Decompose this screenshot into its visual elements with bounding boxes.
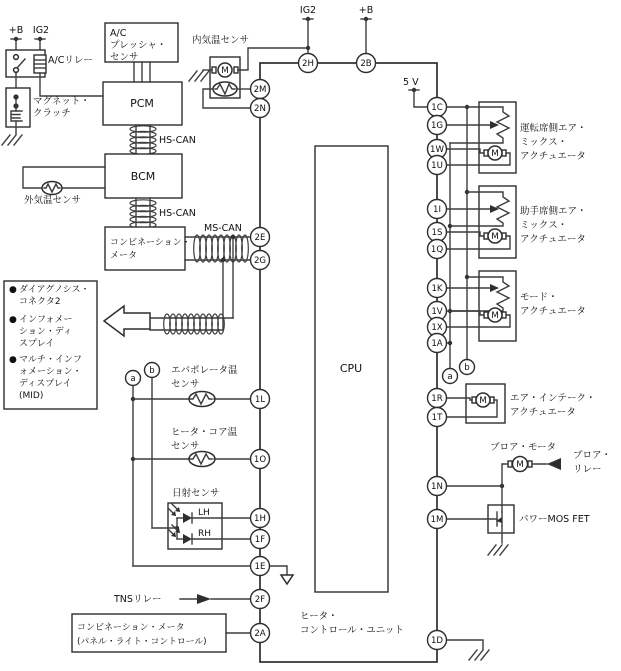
svg-text:コンビネーション・: コンビネーション・ (110, 238, 191, 248)
connector-2E (251, 228, 270, 247)
svg-text:ミックス・: ミックス・ (520, 137, 568, 148)
svg-text:1E: 1E (254, 562, 266, 572)
ground-icon (2, 135, 22, 145)
svg-text:コンビネーション・メータ: コンビネーション・メータ (77, 623, 185, 633)
connector-1O (251, 450, 270, 469)
svg-text:2G: 2G (253, 256, 267, 266)
svg-text:M: M (491, 149, 499, 159)
svg-text:ダイアグノシス・: ダイアグノシス・ (19, 285, 90, 295)
blower-circuit (446, 442, 611, 505)
connector-1F (251, 530, 270, 549)
ac-pressure-sensor (105, 23, 178, 82)
connector-1S (428, 223, 447, 242)
svg-text:2B: 2B (360, 59, 372, 69)
svg-text:リレー: リレー (573, 464, 602, 475)
svg-text:M: M (491, 311, 499, 321)
svg-text:ブロア・モータ: ブロア・モータ (490, 442, 557, 453)
svg-text:ディスプレイ: ディスプレイ (19, 379, 72, 389)
hs-can-label-1: HS-CAN (159, 135, 196, 146)
bcm (105, 154, 182, 198)
ref-a-right (443, 369, 458, 384)
svg-text:アクチュエータ: アクチュエータ (520, 234, 586, 245)
svg-text:1R: 1R (431, 394, 443, 404)
ig2-top-label: IG2 (299, 5, 317, 16)
connector-1G (428, 116, 447, 135)
ground-icon (189, 71, 209, 81)
svg-text:センサ: センサ (110, 52, 139, 63)
svg-text:TNSリレー: TNSリレー (114, 594, 162, 605)
svg-text:A/C: A/C (110, 28, 127, 39)
cpu-label: CPU (339, 362, 363, 375)
svg-text:パワーMOS FET: パワーMOS FET (519, 514, 590, 525)
ig2-left-label: IG2 (32, 25, 50, 36)
sunlight-sensor (152, 487, 251, 549)
svg-text:2F: 2F (254, 595, 266, 605)
reference-buses (446, 105, 469, 369)
hs-can-1 (130, 125, 196, 154)
svg-text:アクチュエータ: アクチュエータ (520, 306, 586, 317)
connector-2M (251, 80, 270, 99)
shield-triangle-icon (281, 575, 293, 584)
svg-text:コネクタ2: コネクタ2 (19, 297, 61, 307)
connector-2A (251, 624, 270, 643)
hs-can-2 (130, 198, 196, 228)
connector-2N (251, 99, 270, 118)
svg-text:マルチ・インフ: マルチ・インフ (19, 355, 83, 365)
cabin-temp-sensor (189, 34, 308, 108)
svg-text:(MID): (MID) (19, 391, 44, 401)
connector-1I (428, 200, 447, 219)
connector-2G (251, 251, 270, 270)
svg-text:LH: LH (198, 508, 210, 518)
svg-text:ォメーション・: ォメーション・ (19, 367, 82, 377)
signal-arrow-icon (197, 594, 211, 604)
panel-light-control (72, 614, 251, 652)
connector-1A (428, 334, 447, 353)
svg-text:1X: 1X (431, 323, 443, 333)
bullet-icon: ● (9, 315, 17, 325)
svg-text:a: a (447, 372, 453, 382)
ms-can-label: MS-CAN (204, 223, 242, 234)
svg-text:ヒータ・コア温: ヒータ・コア温 (171, 427, 238, 438)
ac-relay-label: A/Cリレー (48, 55, 93, 66)
combination-meter (105, 227, 191, 270)
svg-text:a: a (130, 374, 136, 384)
svg-text:RH: RH (198, 529, 212, 539)
connector-2B (357, 54, 376, 73)
relay-contact-icon (14, 55, 19, 60)
svg-text:エバポレータ温: エバポレータ温 (171, 365, 238, 376)
magnet-clutch-label-2: クラッチ (33, 108, 71, 119)
svg-text:1Q: 1Q (430, 245, 444, 255)
svg-text:M: M (221, 66, 229, 76)
svg-text:ブロア・: ブロア・ (573, 450, 612, 461)
connector-1N (428, 477, 447, 496)
connector-1Q (428, 240, 447, 259)
svg-text:b: b (149, 366, 155, 376)
svg-text:M: M (491, 232, 499, 242)
svg-text:助手席側エア・: 助手席側エア・ (520, 206, 587, 217)
connector-1M (428, 510, 447, 529)
connector-1K (428, 279, 447, 298)
svg-text:日射センサ: 日射センサ (172, 488, 220, 499)
bcm-label: BCM (130, 170, 156, 183)
pcm-label: PCM (130, 97, 154, 110)
network-notes-box (4, 281, 97, 409)
svg-text:モード・: モード・ (520, 292, 558, 303)
svg-text:1U: 1U (431, 161, 443, 171)
connector-1E (251, 557, 270, 576)
svg-text:1W: 1W (430, 145, 444, 155)
hcu-label-2: コントロール・ユニット (300, 625, 404, 636)
svg-text:2E: 2E (254, 233, 266, 243)
connector-1R (428, 389, 447, 408)
ambient-sensor-label: 外気温センサ (24, 195, 82, 206)
b-plus-left-label: +B (8, 25, 24, 36)
connector-1T (428, 408, 447, 427)
five-volt-feed (403, 77, 427, 107)
bullet-icon: ● (9, 285, 17, 295)
svg-text:運転席側エア・: 運転席側エア・ (520, 123, 587, 134)
svg-text:M: M (479, 396, 487, 406)
ground-icon (469, 650, 489, 660)
svg-text:1C: 1C (431, 103, 443, 113)
svg-text:1D: 1D (430, 636, 444, 646)
ground-1d (446, 640, 489, 660)
connector-1H (251, 509, 270, 528)
svg-text:プレッシャ・: プレッシャ・ (110, 40, 167, 51)
svg-text:1N: 1N (431, 482, 443, 492)
ground-icon (488, 545, 508, 555)
connector-2H (299, 54, 318, 73)
connector-1U (428, 156, 447, 175)
hcu-label-1: ヒータ・ (300, 611, 338, 622)
signal-arrow-icon (547, 458, 561, 470)
svg-text:2M: 2M (253, 85, 267, 95)
svg-text:1S: 1S (431, 228, 443, 238)
connector-1L (251, 390, 270, 409)
svg-text:1I: 1I (432, 205, 442, 215)
svg-text:スプレイ: スプレイ (19, 339, 55, 349)
svg-text:2A: 2A (254, 629, 266, 639)
ref-b-right (460, 360, 475, 375)
svg-text:2N: 2N (254, 104, 266, 114)
pcm (103, 82, 182, 125)
top-power-feeds (300, 5, 373, 54)
connector-1C (428, 98, 447, 117)
ref-b-left (145, 363, 160, 529)
svg-text:インフォメー: インフォメー (19, 315, 73, 325)
svg-text:1M: 1M (430, 515, 444, 525)
svg-text:アクチュエータ: アクチュエータ (510, 407, 576, 418)
ms-can-bus (185, 223, 251, 262)
hs-can-label-2: HS-CAN (159, 208, 196, 219)
svg-text:1O: 1O (253, 455, 267, 465)
svg-text:(パネル・ライト・コントロール): (パネル・ライト・コントロール) (77, 637, 207, 647)
relay-to-pcm-wire (40, 73, 103, 96)
svg-text:センサ: センサ (171, 441, 200, 452)
svg-text:b: b (464, 363, 470, 373)
air-intake-actuator (446, 384, 596, 423)
network-arrow-icon (104, 306, 150, 336)
svg-text:M: M (516, 460, 524, 470)
svg-text:1L: 1L (254, 395, 266, 405)
svg-text:アクチュエータ: アクチュエータ (520, 151, 586, 162)
svg-text:1A: 1A (431, 339, 443, 349)
connector-1D (428, 631, 447, 650)
svg-text:1K: 1K (431, 284, 443, 294)
b-plus-top-label: +B (358, 5, 374, 16)
cabin-sensor-label: 内気温センサ (192, 35, 250, 46)
ac-relay-circuit (2, 25, 103, 145)
ambient-temp-sensor (23, 167, 105, 206)
svg-text:1F: 1F (254, 535, 266, 545)
svg-text:1T: 1T (431, 413, 443, 423)
svg-text:1H: 1H (254, 514, 266, 524)
svg-text:エア・インテーク・: エア・インテーク・ (510, 393, 596, 404)
svg-text:メータ: メータ (110, 251, 138, 261)
connector-2F (251, 590, 270, 609)
svg-text:2H: 2H (302, 59, 314, 69)
magnet-clutch-label-1: マグネット・ (33, 96, 90, 107)
heater-core-temp-sensor (131, 427, 251, 467)
svg-text:ション・ディ: ション・ディ (19, 327, 73, 337)
svg-text:センサ: センサ (171, 379, 200, 390)
svg-text:ミックス・: ミックス・ (520, 220, 568, 231)
svg-text:5 V: 5 V (403, 77, 419, 88)
bullet-icon: ● (9, 355, 17, 365)
svg-text:1G: 1G (430, 121, 444, 131)
svg-text:1V: 1V (431, 307, 443, 317)
power-mos-fet (446, 505, 590, 555)
tns-relay-feed (113, 594, 251, 605)
